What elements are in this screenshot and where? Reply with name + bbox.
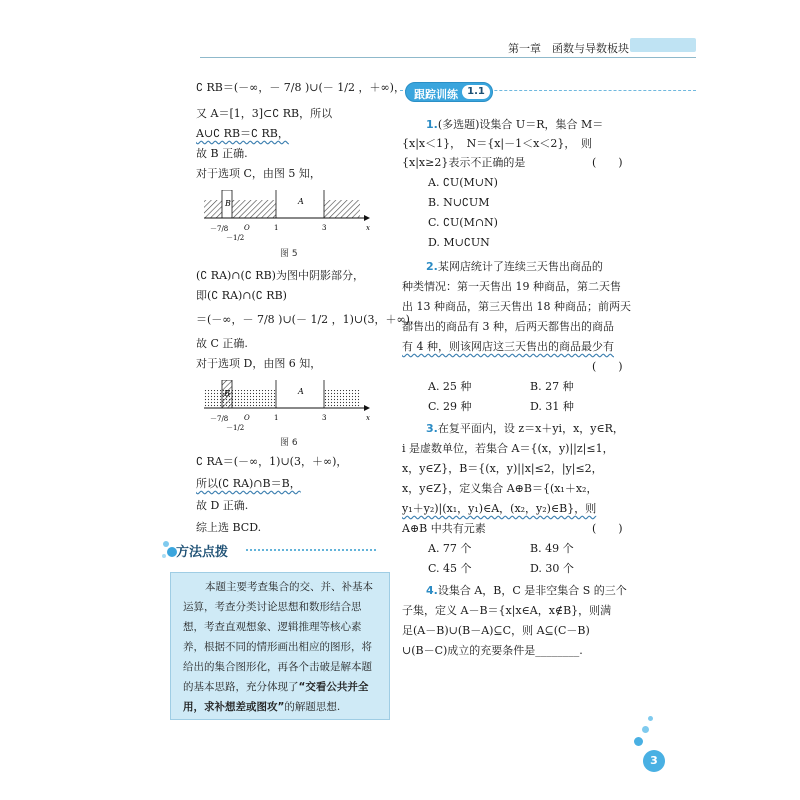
q1-option-b: B. N∪∁UM	[428, 196, 490, 209]
section-title: 跟踪训练	[414, 88, 458, 101]
q1-option-a: A. ∁U(M∪N)	[428, 176, 498, 189]
q1-answer-blank: ( )	[592, 156, 623, 169]
label-B: B	[224, 389, 230, 398]
tick-x: x	[366, 414, 370, 422]
q2-line-2: 种类情况：第一天售出 19 种商品，第二天售	[402, 280, 621, 293]
solution-line-2: 又 A＝[1，3]⊂∁ RB，所以	[196, 107, 333, 120]
q1-option-c: C. ∁U(M∩N)	[428, 216, 498, 229]
axis-arrow	[364, 215, 370, 221]
tick-3: 3	[322, 224, 327, 232]
q2-number: 2.	[426, 260, 438, 273]
complement-A-left	[204, 390, 276, 408]
q2-line-1: 2.某网店统计了连续三天售出商品的	[426, 260, 603, 273]
solution-line-6: (∁ RA)∩(∁ RB)为图中阴影部分，	[196, 269, 364, 282]
q3-number: 3.	[426, 422, 438, 435]
q2-option-d: D. 31 种	[530, 400, 574, 413]
method-tip-title: 方法点拨	[176, 545, 229, 560]
q1-line-3: {x|x≥2}表示不正确的是	[402, 156, 526, 169]
tick-neg-7-8: －7/8	[210, 415, 229, 423]
q1-line-2: {x|x＜1}， N＝{x|－1＜x＜2}， 则	[402, 137, 592, 150]
method-tip-text-2: 的解题思想.	[284, 701, 341, 713]
solution-line-4: 故 B 正确.	[196, 147, 248, 160]
q2-answer-blank: ( )	[592, 360, 623, 373]
tick-x: x	[366, 224, 370, 232]
q3-line-5: y₁＋y₂)|(x₁，y₁)∈A，(x₂，y₂)∈B}，则	[402, 502, 597, 515]
figure-5	[204, 190, 374, 242]
q1-line-1: 1.(多选题)设集合 U＝R，集合 M＝	[426, 118, 604, 131]
q1-number: 1.	[426, 118, 438, 131]
header-rule	[200, 57, 696, 58]
label-B: B	[225, 199, 231, 208]
q2-option-b: B. 27 种	[530, 380, 574, 393]
solution-line-11: ∁ RA＝(－∞，1)∪(3，＋∞)，	[196, 455, 348, 468]
tick-origin: O	[244, 414, 250, 422]
solution-line-10: 对于选项 D，由图 6 知，	[196, 357, 322, 370]
q3-line-4: x，y∈Z}，定义集合 A⊕B＝{(x₁＋x₂，	[402, 482, 598, 495]
method-tip-emphasis: “交看公共并全用，求补想差或图攻”	[183, 681, 369, 713]
solution-line-12: 所以(∁ RA)∩B＝B，	[196, 477, 301, 490]
tick-1: 1	[274, 414, 279, 422]
q3-line-2: i 是虚数单位，若集合 A＝{(x，y)||z|≤1，	[402, 442, 614, 455]
shade-region-right	[324, 200, 360, 218]
q3-option-b: B. 49 个	[530, 542, 574, 555]
figure-5-caption: 图 5	[280, 249, 298, 259]
tick-origin: O	[244, 224, 250, 232]
q1-option-d: D. M∪∁UN	[428, 236, 490, 249]
solution-line-14: 综上选 BCD.	[196, 521, 262, 534]
q3-option-d: D. 30 个	[530, 562, 574, 575]
shade-region-left	[204, 200, 222, 218]
tick-neg-1-2: －1/2	[226, 234, 245, 242]
q4-line-1: 4.设集合 A，B，C 是非空集合 S 的三个	[426, 584, 627, 597]
method-tip-text-1: 本题主要考查集合的交、并、补基本运算，考查分类讨论思想和数形结合思想，考查直观想象、逻辑推理等核心素养，根据不同的情形画出相应的图形，将给出的集合图形化，再各个击破是解本题的基本思路，充分体现了	[183, 581, 373, 693]
solution-line-1: ∁ RB＝(－∞，－ 7/8 )∪(－ 1/2 ，＋∞)，	[196, 81, 405, 94]
header-decor-bar	[630, 38, 696, 52]
header-chapter: 第一章 函数与导数板块	[508, 42, 629, 55]
method-tip-divider	[246, 549, 376, 553]
q2-option-c: C. 29 种	[428, 400, 472, 413]
solution-line-5: 对于选项 C，由图 5 知，	[196, 167, 321, 180]
complement-A-right	[324, 390, 360, 408]
section-number: 1.1	[462, 85, 490, 99]
figure-6	[204, 380, 374, 432]
solution-line-8: ＝(－∞，－ 7/8 )∪(－ 1/2 ，1)∪(3，＋∞)，	[196, 313, 421, 326]
section-badge	[405, 82, 493, 102]
decor-bubble	[634, 737, 643, 746]
q3-answer-blank: ( )	[592, 522, 623, 535]
q3-line-6: A⊕B 中共有元素	[402, 522, 486, 535]
q4-line-3: 足(A－B)∪(B－A)⊆C，则 A⊆(C－B)	[402, 624, 590, 637]
method-tip-text	[183, 577, 381, 717]
figure-6-caption: 图 6	[280, 438, 298, 448]
label-A: A	[298, 387, 304, 396]
q3-option-a: A. 77 个	[428, 542, 472, 555]
tick-3: 3	[322, 414, 327, 422]
method-tip-box	[170, 572, 390, 720]
decor-bubble	[648, 716, 653, 721]
q4-number: 4.	[426, 584, 438, 597]
solution-line-9: 故 C 正确.	[196, 337, 248, 350]
q2-line-3: 出 13 种商品，第三天售出 18 种商品；前两天	[402, 300, 631, 313]
solution-line-7: 即(∁ RA)∩(∁ RB)	[196, 289, 287, 302]
page-number: 3	[643, 750, 665, 772]
q2-line-5: 有 4 种，则该网店这三天售出的商品最少有	[402, 340, 614, 353]
q4-line-2: 子集，定义 A－B＝{x|x∈A，x∉B}，则满	[402, 604, 612, 617]
axis-arrow	[364, 405, 370, 411]
q2-option-a: A. 25 种	[428, 380, 472, 393]
label-A: A	[298, 197, 304, 206]
solution-line-13: 故 D 正确.	[196, 499, 249, 512]
decor-bubble	[642, 726, 649, 733]
tick-1: 1	[274, 224, 279, 232]
q2-line-4: 都售出的商品有 3 种，后两天都售出的商品	[402, 320, 614, 333]
solution-line-3: A∪∁ RB＝∁ RB，	[196, 127, 289, 140]
q3-line-3: x，y∈Z}，B＝{(x，y)||x|≤2，|y|≤2，	[402, 462, 603, 475]
q3-option-c: C. 45 个	[428, 562, 472, 575]
shade-region-middle	[232, 200, 276, 218]
tick-neg-7-8: －7/8	[210, 225, 229, 233]
tick-neg-1-2: －1/2	[226, 424, 245, 432]
q3-line-1: 3.在复平面内，设 z＝x＋yi，x，y∈R，	[426, 422, 624, 435]
q4-line-4: ∪(B－C)成立的充要条件是________.	[402, 644, 583, 657]
